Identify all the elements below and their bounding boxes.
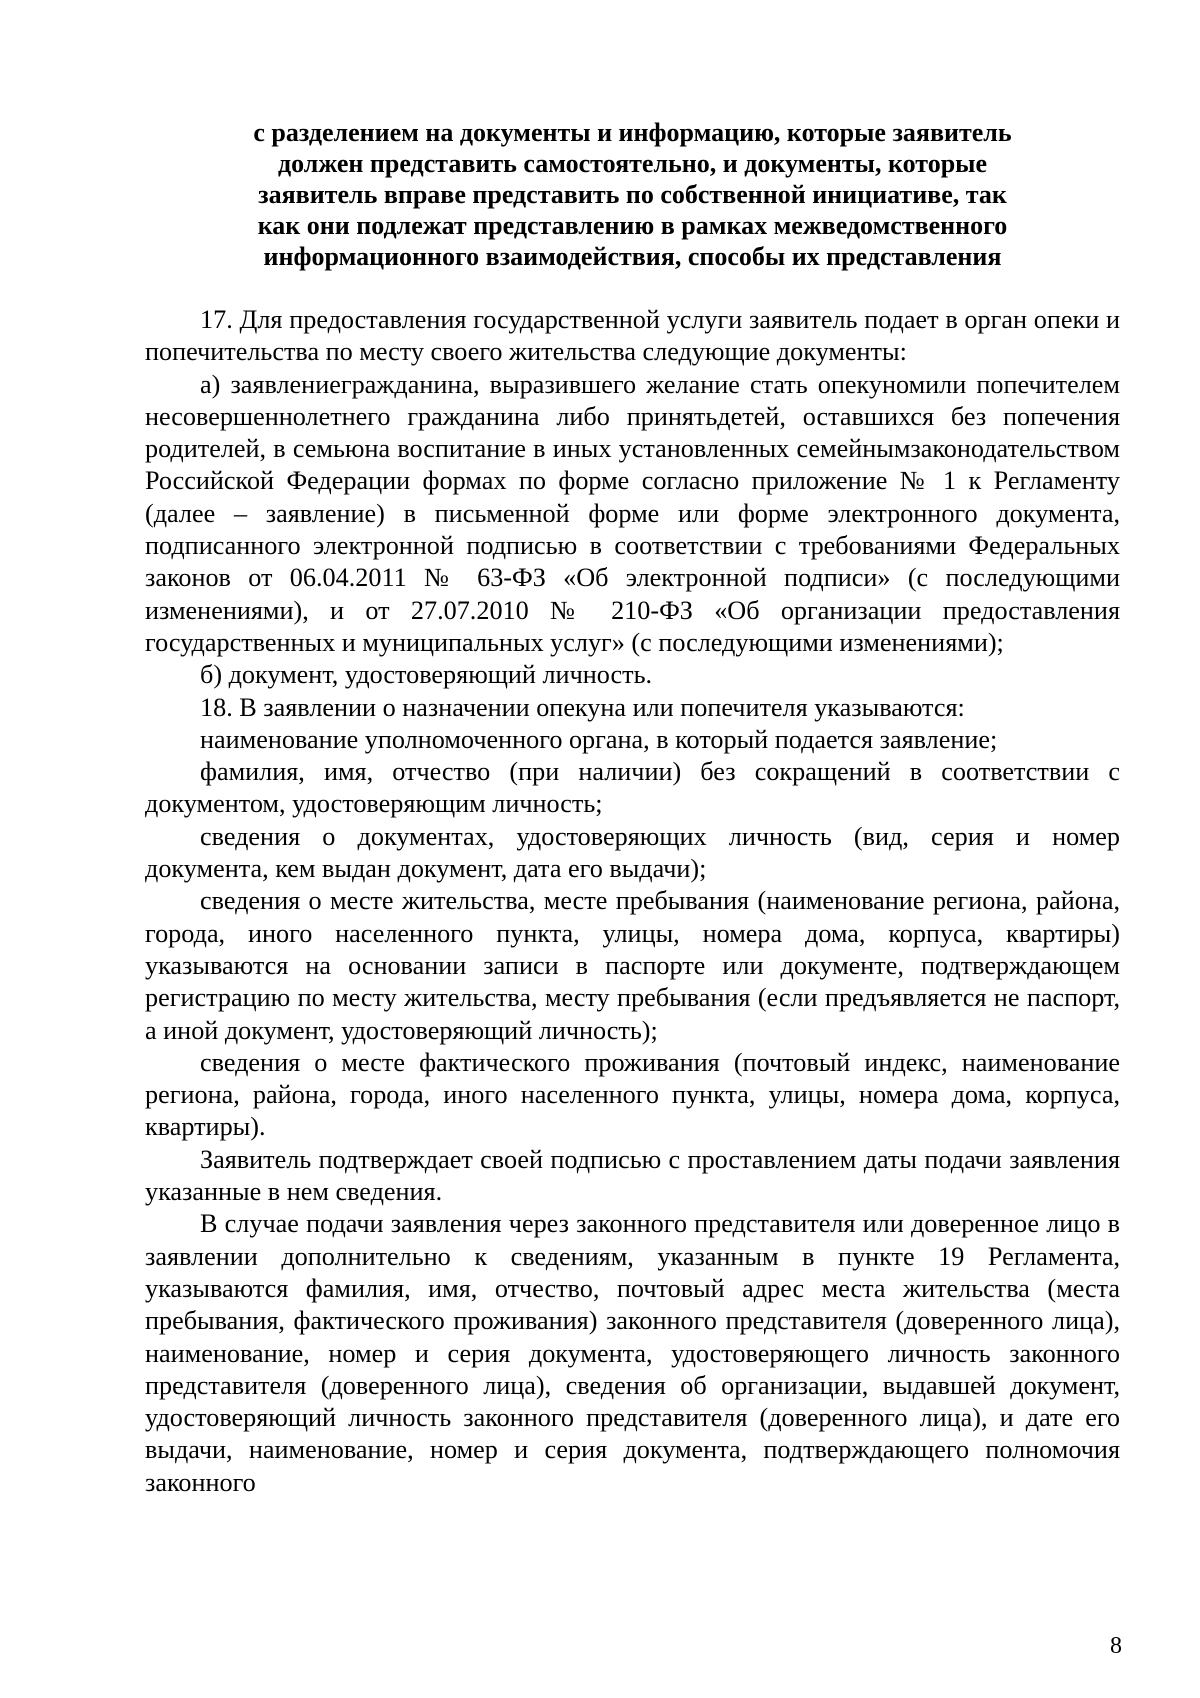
- paragraph-representative: В случае подачи заявления через законного представителя или доверенное лицо в заявлении дополнительно к сведениям, указанным в пункте 19 Регламента, указываются фамилия, имя, отчество, почтовый адрес места жительства (места пребывания, фактического проживания) законного представителя (доверенного лица), наименование, номер и серия документа, удостоверяющего личность законного представителя (доверенного лица), сведения об организации, выдавшей документ, удостоверяющий личность законного представителя (доверенного лица), и дате его выдачи, наименование, номер и серия документа, подтверждающего полномочия законного: [145, 1209, 1120, 1497]
- heading-line: с разделением на документы и информацию, которые заявитель: [253, 118, 1012, 147]
- paragraph-18-authority: наименование уполномоченного органа, в который подается заявление;: [200, 724, 998, 754]
- paragraph-18-full-name: фамилия, имя, отчество (при наличии) без сокращений в соответствии с документом, удостоверяющим личность;: [145, 757, 1120, 819]
- document-body: [145, 304, 1120, 1499]
- paragraph-18-id-documents: сведения о документах, удостоверяющих личность (вид, серия и номер документа, кем выдан документ, дата его выдачи);: [145, 821, 1120, 884]
- heading-line: заявитель вправе представить по собственной инициативе, так: [258, 180, 1007, 209]
- heading-line: как они подлежат представлению в рамках межведомственного: [257, 211, 1008, 240]
- heading-line: информационного взаимодействия, способы их представления: [263, 242, 1002, 271]
- section-heading: [145, 117, 1120, 272]
- paragraph-18-actual-residence: сведения о месте фактического проживания (почтовый индекс, наименование региона, района, города, иного населенного пункта, улицы, номера дома, корпуса, квартиры).: [145, 1047, 1120, 1142]
- paragraph-17-item-b: б) документ, удостоверяющий личность.: [200, 660, 653, 690]
- paragraph-18-residence: сведения о месте жительства, месте пребывания (наименование региона, района, города, иного населенного пункта, улицы, номера дома, корпуса, квартиры) указываются на основании записи в паспорте или документе, подтверждающем регистрацию по месту жительства, месту пребывания (если предъявляется не паспорт, а иной документ, удостоверяющий личность);: [145, 886, 1120, 1045]
- paragraph-17-intro: 17. Для предоставления государственной услуги заявитель подает в орган опеки и попечительства по месту своего жительства следующие документы:: [145, 305, 1120, 367]
- paragraph-18-intro: 18. В заявлении о назначении опекуна или попечителя указываются:: [200, 692, 965, 722]
- paragraph-17-item-a: а) заявлениегражданина, выразившего желание стать опекуномили попечителем несовершеннолетнего гражданина либо принятьдетей, оставшихся без попечения родителей, в семьюна воспитание в иных установленных семейнымзаконодательством Российской Федерации формах по форме согласно приложение № 1 к Регламенту (далее – заявление) в письменной форме или форме электронного документа, подписанного электронной подписью в соответствии с требованиями Федеральных законов от 06.04.2011 № 63-ФЗ «Об электронной подписи» (с последующими изменениями), и от 27.07.2010 № 210-ФЗ «Об организации предоставления государственных и муниципальных услуг» (с последующими изменениями);: [145, 369, 1120, 657]
- heading-line: должен представить самостоятельно, и документы, которые: [277, 149, 987, 178]
- page-number: 8: [1110, 1633, 1122, 1659]
- paragraph-signature: Заявитель подтверждает своей подписью с проставлением даты подачи заявления указанные в нем сведения.: [145, 1144, 1120, 1207]
- document-page: [145, 117, 1120, 1499]
